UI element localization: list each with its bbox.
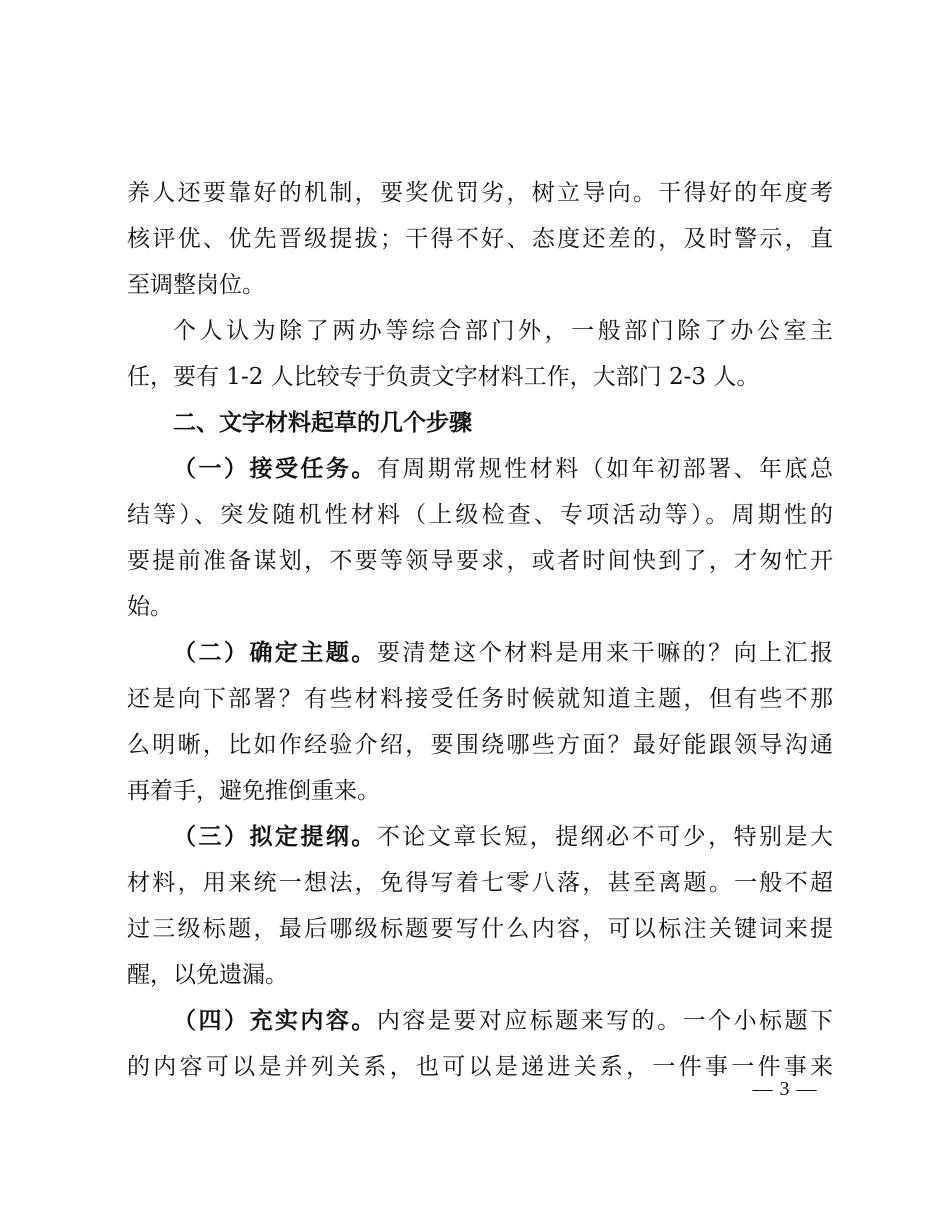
paragraph-line: 材料，用来统一想法，免得写着七零八落，甚至离题。一般不超 [127,870,833,896]
step-1-first-line [127,446,833,492]
step-2-text: 要清楚这个材料是用来干嘛的？向上汇报 [376,640,834,666]
paragraph-line: 个人认为除了两办等综合部门外，一般部门除了办公室主 [173,318,833,344]
step-3-label: （三）拟定提纲。 [173,823,377,850]
page-number: — 3 — [752,1078,818,1100]
section-heading: 二、文字材料起草的几个步骤 [173,410,472,436]
paragraph-line: 任，要有 1-2 人比较专于负责文字材料工作，大部门 2-3 人。 [127,364,760,390]
paragraph-line: 醒，以免遗漏。 [127,962,288,988]
paragraph-line: 要提前准备谋划，不要等领导要求，或者时间快到了，才匆忙开 [127,548,833,574]
paragraph-line: 还是向下部署？有些材料接受任务时候就知道主题，但有些不那 [127,686,833,712]
step-1-label: （一）接受任务。 [173,455,377,482]
paragraph-line: 养人还要靠好的机制，要奖优罚劣，树立导向。干得好的年度考 [127,180,833,206]
step-3-first-line [127,814,833,860]
step-2-label: （二）确定主题。 [173,639,377,666]
step-4-label: （四）充实内容。 [173,1007,377,1034]
paragraph-line: 至调整岗位。 [127,272,265,298]
paragraph-line: 核评优、优先晋级提拔；干得不好、态度还差的，及时警示，直 [127,226,833,252]
step-4-text: 内容是要对应标题来写的。一个小标题下 [376,1008,834,1034]
paragraph-line: 再着手，避免推倒重来。 [127,778,380,804]
document-body [127,170,833,1090]
step-1-text: 有周期常规性材料（如年初部署、年底总 [376,456,834,482]
paragraph-line: 的内容可以是并列关系，也可以是递进关系，一件事一件事来 [127,1054,833,1080]
step-4-first-line [127,998,833,1044]
step-2-first-line [127,630,833,676]
paragraph-line: 始。 [127,594,173,620]
paragraph-line: 结等）、突发随机性材料（上级检查、专项活动等）。周期性的 [127,502,833,528]
paragraph-line: 过三级标题，最后哪级标题要写什么内容，可以标注关键词来提 [127,916,833,942]
step-3-text: 不论文章长短，提纲必不可少，特别是大 [376,824,834,850]
paragraph-line: 么明晰，比如作经验介绍，要围绕哪些方面？最好能跟领导沟通 [127,732,833,758]
